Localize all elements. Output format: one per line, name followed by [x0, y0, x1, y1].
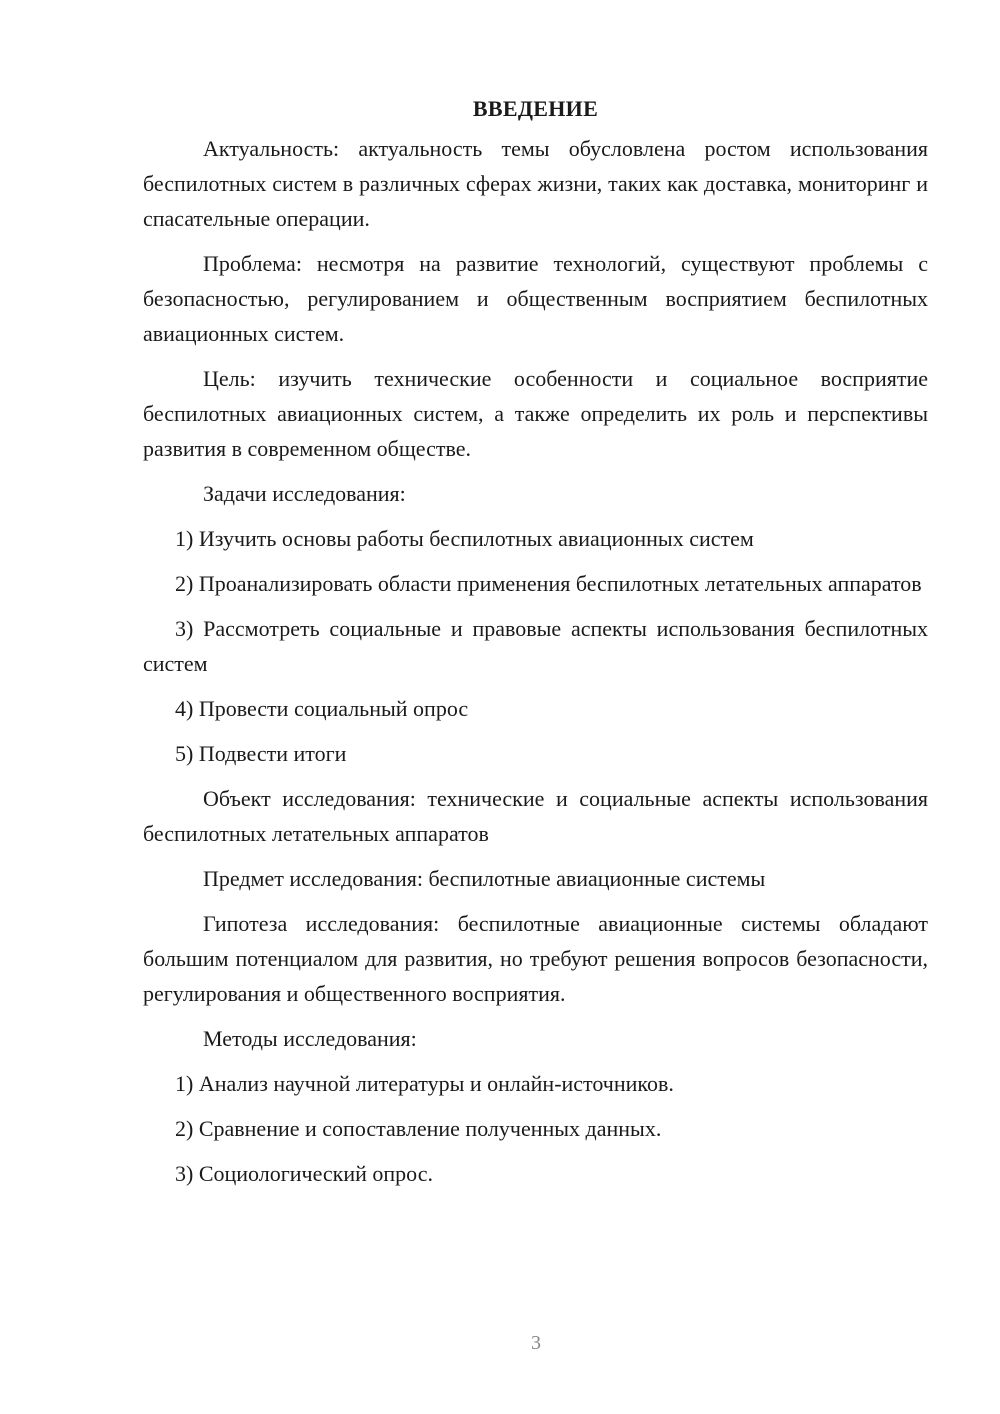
- task-item-4: 4) Провести социальный опрос: [175, 696, 469, 721]
- task-item-1: 1) Изучить основы работы беспилотных авиационных систем: [175, 526, 754, 551]
- method-item-2: 2) Сравнение и сопоставление полученных данных.: [175, 1116, 662, 1141]
- section-title: ВВЕДЕНИЕ: [472, 96, 599, 121]
- task-item-5: 5) Подвести итоги: [175, 741, 347, 766]
- document-page: [143, 92, 928, 1201]
- task-item-2: 2) Проанализировать области применения беспилотных летательных аппаратов: [175, 571, 922, 596]
- tasks-heading: Задачи исследования:: [203, 481, 406, 506]
- page-number: 3: [531, 1332, 541, 1354]
- method-item-1: 1) Анализ научной литературы и онлайн-источников.: [175, 1071, 674, 1096]
- relevance-paragraph: Актуальность: актуальность темы обусловлена ростом использования беспилотных систем в различных сферах жизни, таких как доставка, мониторинг и спасательные операции.: [143, 136, 928, 231]
- object-paragraph: Объект исследования: технические и социальные аспекты использования беспилотных летательных аппаратов: [143, 786, 928, 846]
- methods-heading: Методы исследования:: [203, 1026, 417, 1051]
- goal-paragraph: Цель: изучить технические особенности и социальное восприятие беспилотных авиационных систем, а также определить их роль и перспективы развития в современном обществе.: [143, 366, 928, 461]
- subject-paragraph: Предмет исследования: беспилотные авиационные системы: [203, 866, 766, 891]
- problem-paragraph: Проблема: несмотря на развитие технологий, существуют проблемы с безопасностью, регулированием и общественным восприятием беспилотных авиационных систем.: [143, 251, 928, 346]
- method-item-3: 3) Социологический опрос.: [175, 1161, 433, 1186]
- task-item-3: 3) Рассмотреть социальные и правовые аспекты использования беспилотных систем: [143, 616, 928, 676]
- hypothesis-paragraph: Гипотеза исследования: беспилотные авиационные системы обладают большим потенциалом для развития, но требуют решения вопросов безопасности, регулирования и общественного восприятия.: [143, 911, 928, 1006]
